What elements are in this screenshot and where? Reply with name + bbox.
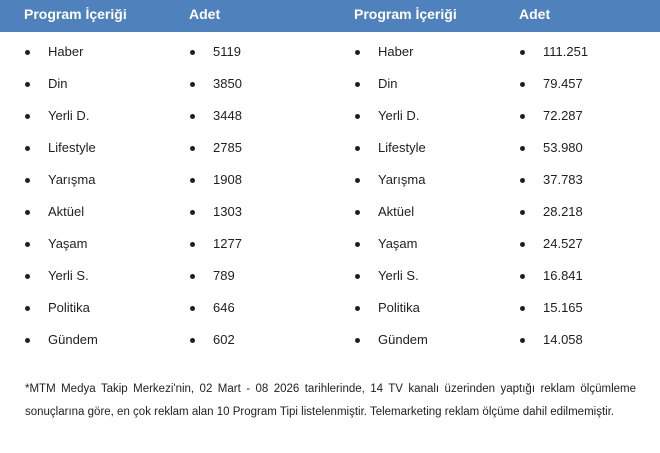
left-program-cell: Lifestyle: [48, 140, 96, 155]
left-program-cell: Yaşam: [48, 236, 88, 251]
left-count-cell: 646: [213, 300, 235, 315]
bullet-icon: [25, 146, 30, 151]
table-header: [0, 0, 660, 32]
bullet-icon: [25, 82, 30, 87]
bullet-icon: [520, 50, 525, 55]
bullet-icon: [520, 178, 525, 183]
bullet-icon: [25, 274, 30, 279]
right-count-cell: 24.527: [543, 236, 583, 251]
header-count-right: Adet: [519, 6, 551, 22]
left-program-cell: Yerli S.: [48, 268, 89, 283]
bullet-icon: [520, 146, 525, 151]
bullet-icon: [25, 50, 30, 55]
bullet-icon: [190, 306, 195, 311]
bullet-icon: [355, 338, 360, 343]
bullet-icon: [520, 306, 525, 311]
left-count-cell: 5119: [213, 44, 241, 59]
header-program-right: Program İçeriği: [354, 6, 457, 22]
bullet-icon: [355, 242, 360, 247]
left-count-cell: 3850: [213, 76, 242, 91]
right-count-cell: 37.783: [543, 172, 583, 187]
bullet-icon: [355, 178, 360, 183]
bullet-icon: [520, 242, 525, 247]
right-program-cell: Aktüel: [378, 204, 415, 219]
left-program-cell: Gündem: [48, 332, 98, 347]
bullet-icon: [355, 274, 360, 279]
bullet-icon: [25, 210, 30, 215]
right-count-cell: 79.457: [543, 76, 583, 91]
right-program-cell: Yerli D.: [378, 108, 420, 123]
left-program-cell: Politika: [48, 300, 90, 315]
bullet-icon: [520, 82, 525, 87]
right-program-cell: Yarışma: [378, 172, 426, 187]
right-program-cell: Politika: [378, 300, 420, 315]
left-count-cell: 789: [213, 268, 235, 283]
bullet-icon: [25, 178, 30, 183]
right-program-cell: Lifestyle: [378, 140, 426, 155]
bullet-icon: [190, 114, 195, 119]
bullet-icon: [520, 210, 525, 215]
right-program-cell: Haber: [378, 44, 414, 59]
bullet-icon: [25, 338, 30, 343]
left-count-cell: 1908: [213, 172, 242, 187]
header-program-left: Program İçeriği: [24, 6, 127, 22]
bullet-icon: [190, 178, 195, 183]
right-count-cell: 72.287: [543, 108, 583, 123]
bullet-icon: [190, 210, 195, 215]
left-program-cell: Haber: [48, 44, 84, 59]
bullet-icon: [355, 82, 360, 87]
bullet-icon: [520, 274, 525, 279]
bullet-icon: [25, 114, 30, 119]
right-program-cell: Yaşam: [378, 236, 418, 251]
footnote: *MTM Medya Takip Merkezi'nin, 02 Mart - 08 2026 tarihlerinde, 14 TV kanalı üzerinden yaptığı reklam ölçümleme sonuçlarına göre, en çok reklam alan 10 Program Tipi listelenmiştir. Telemarketing reklam ölçüme dahil edilmemiştir.: [25, 383, 636, 418]
bullet-icon: [190, 274, 195, 279]
right-program-cell: Din: [378, 76, 398, 91]
bullet-icon: [25, 242, 30, 247]
right-count-cell: 15.165: [543, 300, 583, 315]
right-count-cell: 14.058: [543, 332, 583, 347]
left-count-cell: 1277: [213, 236, 242, 251]
header-count-left: Adet: [189, 6, 221, 22]
bullet-icon: [520, 114, 525, 119]
right-count-cell: 53.980: [543, 140, 583, 155]
left-count-cell: 3448: [213, 108, 242, 123]
bullet-icon: [355, 146, 360, 151]
bullet-icon: [355, 114, 360, 119]
left-count-cell: 2785: [213, 140, 242, 155]
bullet-icon: [355, 306, 360, 311]
left-program-cell: Yerli D.: [48, 108, 90, 123]
right-count-cell: 28.218: [543, 204, 583, 219]
left-program-cell: Aktüel: [48, 204, 85, 219]
bullet-icon: [190, 242, 195, 247]
left-count-cell: 602: [213, 332, 235, 347]
bullet-icon: [355, 50, 360, 55]
right-program-cell: Gündem: [378, 332, 428, 347]
left-program-cell: Din: [48, 76, 68, 91]
bullet-icon: [25, 306, 30, 311]
right-program-cell: Yerli S.: [378, 268, 419, 283]
bullet-icon: [520, 338, 525, 343]
bullet-icon: [190, 82, 195, 87]
bullet-icon: [355, 210, 360, 215]
left-program-cell: Yarışma: [48, 172, 96, 187]
left-count-cell: 1303: [213, 204, 242, 219]
bullet-icon: [190, 146, 195, 151]
right-count-cell: 16.841: [543, 268, 583, 283]
bullet-icon: [190, 338, 195, 343]
bullet-icon: [190, 50, 195, 55]
right-count-cell: 111.251: [543, 44, 589, 59]
